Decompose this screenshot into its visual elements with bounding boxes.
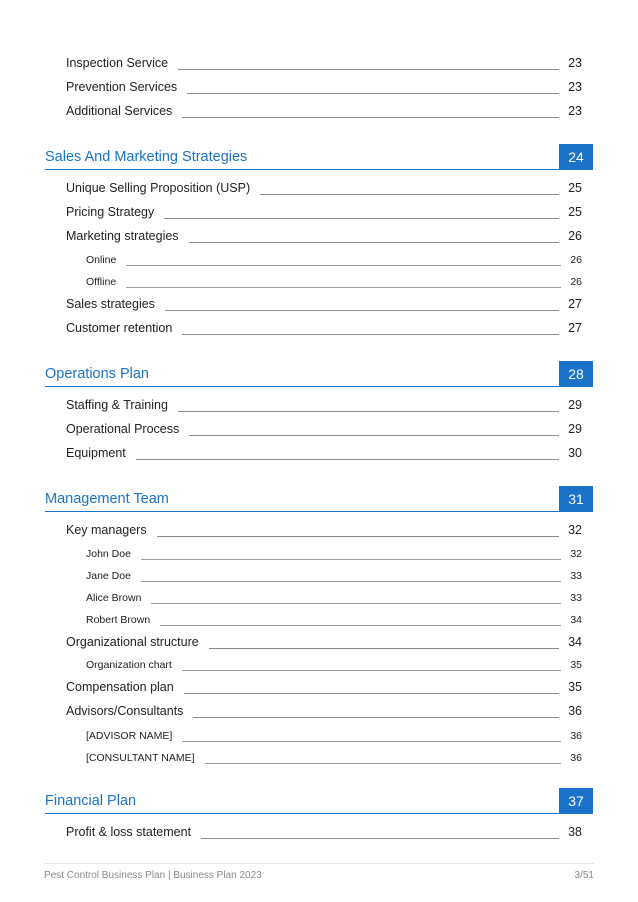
leader-line — [141, 559, 561, 560]
toc-subentry[interactable] — [86, 276, 582, 292]
leader-line — [205, 763, 562, 764]
toc-entry[interactable] — [66, 398, 582, 416]
leader-line — [126, 287, 561, 288]
leader-line — [157, 536, 559, 537]
entry-title: Organization chart — [86, 659, 172, 671]
entry-title: Unique Selling Proposition (USP) — [66, 181, 251, 195]
leader-line — [189, 242, 560, 243]
entry-page-number: 23 — [568, 80, 582, 94]
leader-line — [193, 717, 559, 718]
toc-entry[interactable] — [66, 297, 582, 315]
toc-entry[interactable] — [66, 635, 582, 653]
section-page-badge: 37 — [559, 788, 593, 813]
toc-entry[interactable] — [66, 205, 582, 223]
entry-page-number: 26 — [568, 229, 582, 243]
entry-title: [ADVISOR NAME] — [86, 730, 173, 742]
toc-subentry[interactable] — [86, 752, 582, 768]
entry-title: Operational Process — [66, 422, 180, 436]
leader-line — [260, 194, 559, 195]
toc-entry[interactable] — [66, 680, 582, 698]
toc-entry[interactable] — [66, 523, 582, 541]
toc-entry[interactable] — [66, 181, 582, 199]
section-page-badge: 28 — [559, 361, 593, 386]
entry-title: Marketing strategies — [66, 229, 179, 243]
entry-title: Robert Brown — [86, 614, 151, 626]
entry-page-number: 35 — [568, 680, 582, 694]
entry-page-number: 29 — [568, 422, 582, 436]
toc-subentry[interactable] — [86, 548, 582, 564]
entry-page-number: 26 — [570, 254, 582, 266]
leader-line — [178, 69, 559, 70]
entry-title: Advisors/Consultants — [66, 704, 184, 718]
footer-page-number: 3/51 — [574, 870, 594, 881]
entry-page-number: 36 — [568, 704, 582, 718]
entry-title: Profit & loss statement — [66, 825, 192, 839]
entry-title: John Doe — [86, 548, 131, 560]
entry-title: Staffing & Training — [66, 398, 168, 412]
entry-page-number: 30 — [568, 446, 582, 460]
entry-title: Prevention Services — [66, 80, 178, 94]
entry-page-number: 23 — [568, 56, 582, 70]
entry-title: Additional Services — [66, 104, 173, 118]
entry-title: Key managers — [66, 523, 147, 537]
toc-entry[interactable] — [66, 321, 582, 339]
entry-title: Jane Doe — [86, 570, 131, 582]
section-title: Sales And Marketing Strategies — [45, 149, 248, 165]
page-footer — [44, 863, 594, 881]
section-page-badge: 24 — [559, 144, 593, 169]
entry-title: Pricing Strategy — [66, 205, 155, 219]
entry-title: Equipment — [66, 446, 126, 460]
entry-page-number: 25 — [568, 181, 582, 195]
toc-subentry[interactable] — [86, 659, 582, 675]
leader-line — [136, 459, 559, 460]
footer-document-title: Pest Control Business Plan | Business Plan 2023 — [44, 870, 262, 881]
toc-entry[interactable] — [66, 104, 582, 122]
toc-entry[interactable] — [66, 422, 582, 440]
toc-subentry[interactable] — [86, 730, 582, 746]
entry-title: Organizational structure — [66, 635, 199, 649]
section-title: Financial Plan — [45, 793, 137, 809]
entry-page-number: 27 — [568, 321, 582, 335]
section-page-badge: 31 — [559, 486, 593, 511]
section-title: Operations Plan — [45, 366, 149, 382]
leader-line — [187, 93, 559, 94]
toc-subentry[interactable] — [86, 592, 582, 608]
leader-line — [182, 741, 561, 742]
entry-page-number: 35 — [570, 659, 582, 671]
toc-entry[interactable] — [66, 229, 582, 247]
entry-page-number: 36 — [570, 730, 582, 742]
toc-subentry[interactable] — [86, 570, 582, 586]
entry-title: Offline — [86, 276, 117, 288]
toc-entry[interactable] — [66, 446, 582, 464]
entry-page-number: 25 — [568, 205, 582, 219]
entry-title: Online — [86, 254, 117, 266]
leader-line — [189, 435, 559, 436]
leader-line — [126, 265, 561, 266]
entry-page-number: 32 — [570, 548, 582, 560]
leader-line — [160, 625, 561, 626]
entry-page-number: 33 — [570, 592, 582, 604]
leader-line — [178, 411, 559, 412]
leader-line — [182, 117, 559, 118]
entry-title: Customer retention — [66, 321, 173, 335]
toc-entry[interactable] — [66, 80, 582, 98]
leader-line — [182, 670, 562, 671]
entry-page-number: 38 — [568, 825, 582, 839]
entry-title: Compensation plan — [66, 680, 174, 694]
leader-line — [164, 218, 559, 219]
entry-page-number: 29 — [568, 398, 582, 412]
entry-page-number: 23 — [568, 104, 582, 118]
entry-page-number: 34 — [568, 635, 582, 649]
leader-line — [165, 310, 559, 311]
toc-entry[interactable] — [66, 825, 582, 843]
toc-entry[interactable] — [66, 56, 582, 74]
section-title: Management Team — [45, 491, 169, 507]
leader-line — [209, 648, 559, 649]
entry-page-number: 34 — [570, 614, 582, 626]
leader-line — [151, 603, 561, 604]
leader-line — [184, 693, 559, 694]
toc-section-heading[interactable] — [45, 144, 593, 170]
entry-title: Inspection Service — [66, 56, 169, 70]
toc-section-heading[interactable] — [45, 788, 593, 814]
toc-section-heading[interactable] — [45, 361, 593, 387]
toc-subentry[interactable] — [86, 254, 582, 270]
entry-title: Sales strategies — [66, 297, 155, 311]
leader-line — [201, 838, 559, 839]
entry-page-number: 33 — [570, 570, 582, 582]
leader-line — [141, 581, 561, 582]
entry-title: Alice Brown — [86, 592, 142, 604]
leader-line — [182, 334, 559, 335]
entry-page-number: 36 — [570, 752, 582, 764]
entry-title: [CONSULTANT NAME] — [86, 752, 195, 764]
toc-section-heading[interactable] — [45, 486, 593, 512]
toc-entry[interactable] — [66, 704, 582, 722]
entry-page-number: 32 — [568, 523, 582, 537]
toc-subentry[interactable] — [86, 614, 582, 630]
entry-page-number: 27 — [568, 297, 582, 311]
entry-page-number: 26 — [570, 276, 582, 288]
